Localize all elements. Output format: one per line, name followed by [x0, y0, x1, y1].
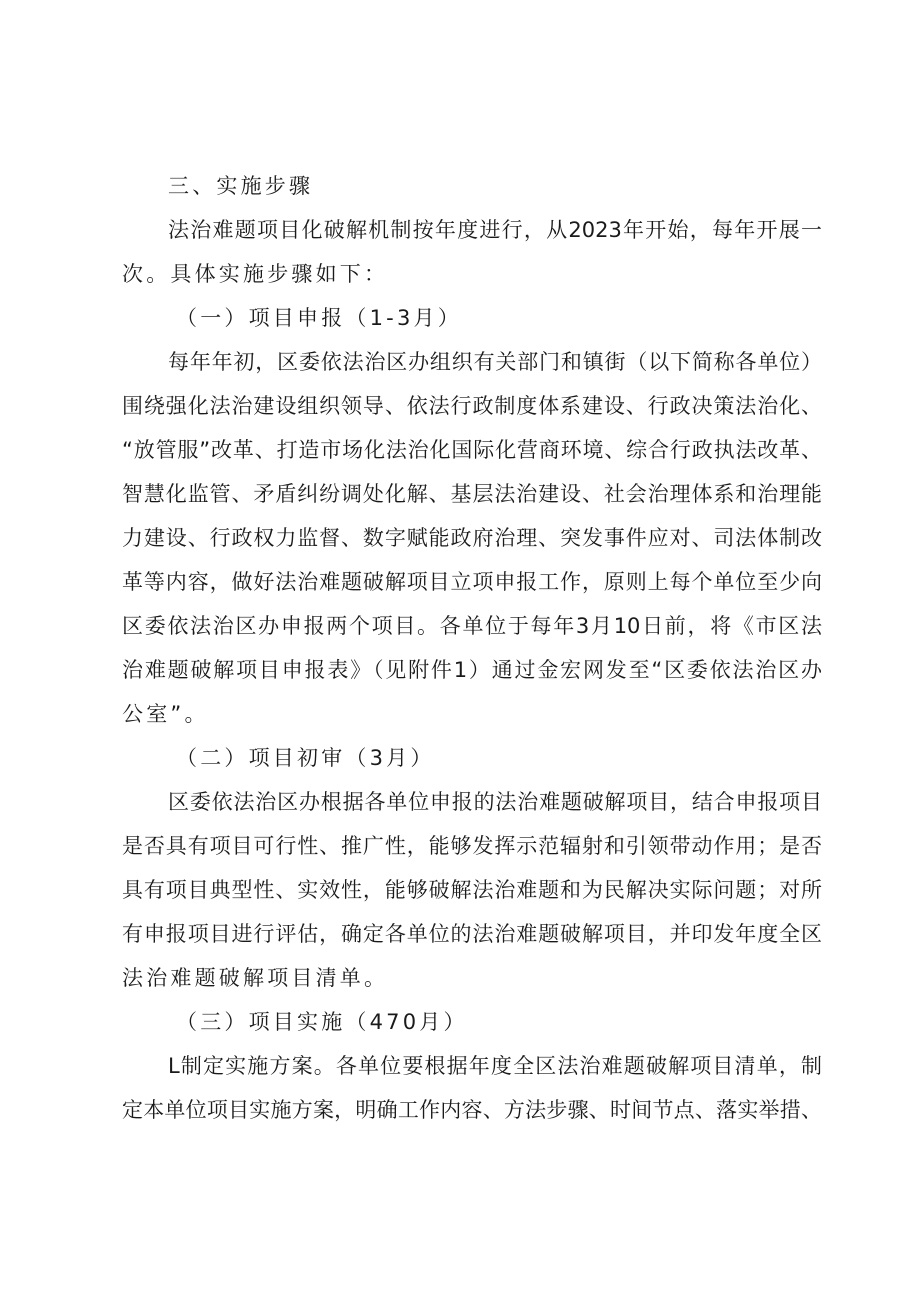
- subheading-project-application: （一）项目申报（1-3月）: [176, 306, 462, 330]
- paragraph-line: 革等内容，做好法治难题破解项目立项申报工作，原则上每个单位至少向: [122, 570, 822, 594]
- paragraph-line: L制定实施方案。各单位要根据年度全区法治难题破解项目清单，制: [168, 1054, 822, 1078]
- paragraph-line: 法治难题破解项目清单。: [122, 966, 389, 990]
- paragraph-line: 围绕强化法治建设组织领导、依法行政制度体系建设、行政决策法治化、: [122, 394, 822, 418]
- paragraph-line: 治难题破解项目申报表》（见附件1）通过金宏网发至“区委依法治区办: [122, 658, 822, 682]
- paragraph-line: 定本单位项目实施方案，明确工作内容、方法步骤、时间节点、落实举措、: [122, 1098, 822, 1122]
- paragraph-line: 有申报项目进行评估，确定各单位的法治难题破解项目，并印发年度全区: [122, 922, 822, 946]
- paragraph-line: 法治难题项目化破解机制按年度进行，从2023年开始，每年开展一: [168, 218, 822, 242]
- subheading-project-review: （二）项目初审（3月）: [176, 746, 435, 770]
- paragraph-line: 力建设、行政权力监督、数字赋能政府治理、突发事件应对、司法体制改: [122, 526, 822, 550]
- paragraph-line: 是否具有项目可行性、推广性，能够发挥示范辐射和引领带动作用；是否: [122, 834, 822, 858]
- paragraph-line: 区委依法治区办申报两个项目。各单位于每年3月10日前，将《市区法: [122, 614, 822, 638]
- paragraph-line: 每年年初，区委依法治区办组织有关部门和镇街（以下简称各单位）: [168, 350, 822, 374]
- section-heading-implementation-steps: 三、实施步骤: [168, 174, 314, 198]
- paragraph-line: “放管服”改革、打造市场化法治化国际化营商环境、综合行政执法改革、: [122, 438, 822, 462]
- paragraph-line: 具有项目典型性、实效性，能够破解法治难题和为民解决实际问题；对所: [122, 878, 822, 902]
- paragraph-line: 公室”。: [122, 702, 209, 726]
- paragraph-line: 区委依法治区办根据各单位申报的法治难题破解项目，结合申报项目: [168, 790, 822, 814]
- subheading-project-implementation: （三）项目实施（470月）: [176, 1010, 468, 1034]
- paragraph-line: 智慧化监管、矛盾纠纷调处化解、基层法治建设、社会治理体系和治理能: [122, 482, 822, 506]
- paragraph-line: 次。具体实施步骤如下：: [122, 262, 389, 286]
